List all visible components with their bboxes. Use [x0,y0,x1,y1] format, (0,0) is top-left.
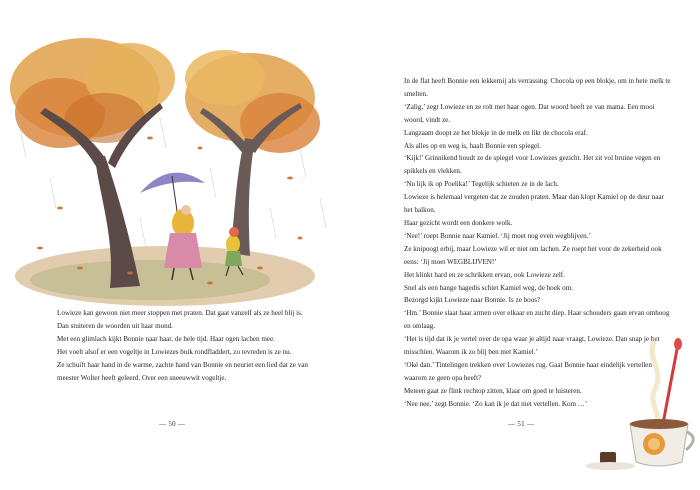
paragraph: Het klinkt hard en ze schrikken ervan, ook Lowieze zelf. [404,270,565,279]
paragraph: ‘Oké dan.’ Tintelingen trekken over Lowiezes rug. Gaat Bonnie haar eindelijk vertellen waarom ze geen opa heeft? [404,360,652,382]
hot-chocolate-cup-illustration [570,334,700,474]
paragraph: Het voelt alsof er een vogeltje in Lowiezes buik rondfladdert, zo tevreden is ze nu. [57,348,292,356]
paragraph: ‘Nu lijk ik op Poelika!’ Tegelijk schieten ze in de lach. [404,180,559,189]
page-number: — 51 — [508,420,535,428]
paragraph: Haar gezicht wordt een donkere wolk. [404,218,513,227]
paragraph: ‘Nee nee,’ zegt Bonnie. ‘Zo kan ik je dat niet vertellen. Kom …’ [404,399,588,408]
paragraph: Ze schuift haar hand in de warme, zachte hand van Bonnie en neuriet een lied dat ze van meester Wolter heeft geleerd. Over een sneeuwwit vogeltje. [57,361,308,382]
paragraph: Langzaam doopt ze het blokje in de melk en likt de chocola eraf. [404,128,588,137]
page-number: — 50 — [159,420,186,428]
paragraph: Als alles op en weg is, haalt Bonnie een spiegel. [404,141,541,150]
paragraph: ‘Zalig,’ zegt Lowieze en ze rolt met haar ogen. Dat woord heeft ze van mama. Een mooi woord, vindt ze. [404,102,655,124]
paragraph: ‘Kijk!’ Grinnikend houdt ze de spiegel voor Lowiezes gezicht. Het zit vol bruine vegen en spikkels en vlekken. [404,154,661,176]
paragraph: Lowieze is helemaal vergeten dat ze zouden praten. Maar dan klopt Kamiel op de deur naar het balkon. [404,193,664,215]
paragraph: Ze knipoogt erbij, maar Lowieze wil er niet om lachen. Ze roept het voor de zekerheid ook eens: ‘Jij moet WEGBLIJVEN!’ [404,244,662,266]
paragraph: Meteen gaat ze flink rechtop zitten, klaar om goed te luisteren. [404,386,582,395]
paragraph: ‘Hm.’ Bonnie slaat haar armen over elkaar en zucht diep. Haar schouders gaan ervan omhoog en omlaag. [404,309,670,331]
paragraph: In de flat heeft Bonnie een lekkernij als verrassing. Chocola op een blokje, om in hete melk te smelten. [404,77,671,98]
paragraph: ‘Nee!’ roept Bonnie naar Kamiel. ‘Jij moet nog even wegblijven.’ [404,231,591,240]
autumn-rain-illustration [0,18,350,308]
paragraph: ‘Het is tijd dat ik je vertel over de opa waar je altijd naar vraagt, Lowieze. Dan snap je het misschien. Waarom ik zo blij ben met Kamiel.’ [404,335,660,357]
paragraph: Bezorgd kijkt Lowieze naar Bonnie. Is ze boos? [404,296,541,305]
right-page [350,0,700,490]
paragraph: Met een glimlach kijkt Bonnie naar haar, de hele tijd. Haar ogen lachen mee. [57,335,275,343]
paragraph: Lowieze kan gewoon niet meer stoppen met praten. Dat gaat vanzelf als ze heel blij is. Dan stuiteren de woorden uit haar mond. [57,309,303,330]
paragraph: Snel als een bange hagedis schiet Kamiel weg, de hoek om. [404,283,574,292]
left-page-text [57,307,315,385]
